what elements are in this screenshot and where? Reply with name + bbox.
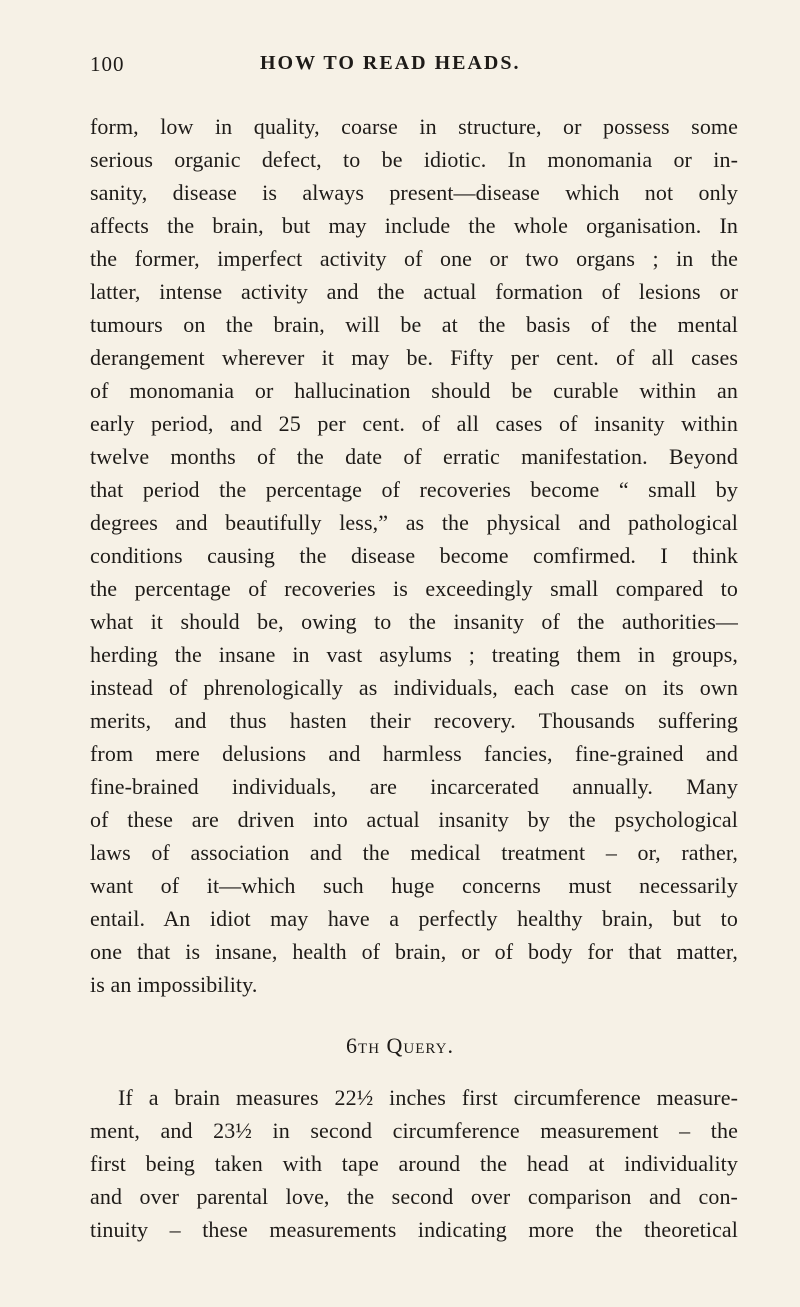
text-line: and over parental love, the second over comparison and con- <box>90 1184 738 1209</box>
text-line: fine-brained individuals, are incarcerated annually. Many <box>90 774 738 799</box>
text-line: serious organic defect, to be idiotic. In monomania or in- <box>90 147 738 172</box>
text-line: tumours on the brain, will be at the basis of the mental <box>90 312 738 337</box>
text-line: twelve months of the date of erratic manifestation. Beyond <box>90 444 738 469</box>
text-line: entail. An idiot may have a perfectly healthy brain, but to <box>90 906 738 931</box>
text-line: degrees and beautifully less,” as the physical and pathological <box>90 510 738 535</box>
text-line: ment, and 23½ in second circumference measurement – the <box>90 1118 738 1143</box>
text-line: want of it—which such huge concerns must necessarily <box>90 873 738 898</box>
heading-word: Query. <box>386 1033 454 1058</box>
text-line: tinuity – these measurements indicating more the theoretical <box>90 1217 738 1242</box>
text-line: form, low in quality, coarse in structure, or possess some <box>90 114 738 139</box>
text-line: laws of association and the medical treatment – or, rather, <box>90 840 738 865</box>
text-line: sanity, disease is always present—disease which not only <box>90 180 738 205</box>
text-line: instead of phrenologically as individuals, each case on its own <box>90 675 738 700</box>
text-line: If a brain measures 22½ inches first circumference measure- <box>118 1085 738 1110</box>
heading-number: 6th <box>346 1033 381 1058</box>
running-head <box>90 52 730 82</box>
text-line: of these are driven into actual insanity by the psychological <box>90 807 738 832</box>
text-line: one that is insane, health of brain, or of body for that matter, <box>90 939 738 964</box>
text-line: merits, and thus hasten their recovery. Thousands suffering <box>90 708 738 733</box>
text-line: conditions causing the disease become comfirmed. I think <box>90 543 738 568</box>
text-line: affects the brain, but may include the whole organisation. In <box>90 213 738 238</box>
text-line: is an impossibility. <box>90 972 258 997</box>
text-line: from mere delusions and harmless fancies, fine-grained and <box>90 741 738 766</box>
text-line: the percentage of recoveries is exceedingly small compared to <box>90 576 738 601</box>
text-line: the former, imperfect activity of one or two organs ; in the <box>90 246 738 271</box>
text-line: early period, and 25 per cent. of all cases of insanity within <box>90 411 738 436</box>
text-line: latter, intense activity and the actual formation of lesions or <box>90 279 738 304</box>
text-line: derangement wherever it may be. Fifty per cent. of all cases <box>90 345 738 370</box>
text-line: what it should be, owing to the insanity of the authorities— <box>90 609 738 634</box>
text-line: of monomania or hallucination should be curable within an <box>90 378 738 403</box>
running-title: HOW TO READ HEADS. <box>260 52 521 74</box>
page-number: 100 <box>90 52 125 76</box>
text-line: herding the insane in vast asylums ; treating them in groups, <box>90 642 738 667</box>
text-line: that period the percentage of recoveries become “ small by <box>90 477 738 502</box>
section-heading <box>0 1032 800 1060</box>
text-line: first being taken with tape around the head at individuality <box>90 1151 738 1176</box>
